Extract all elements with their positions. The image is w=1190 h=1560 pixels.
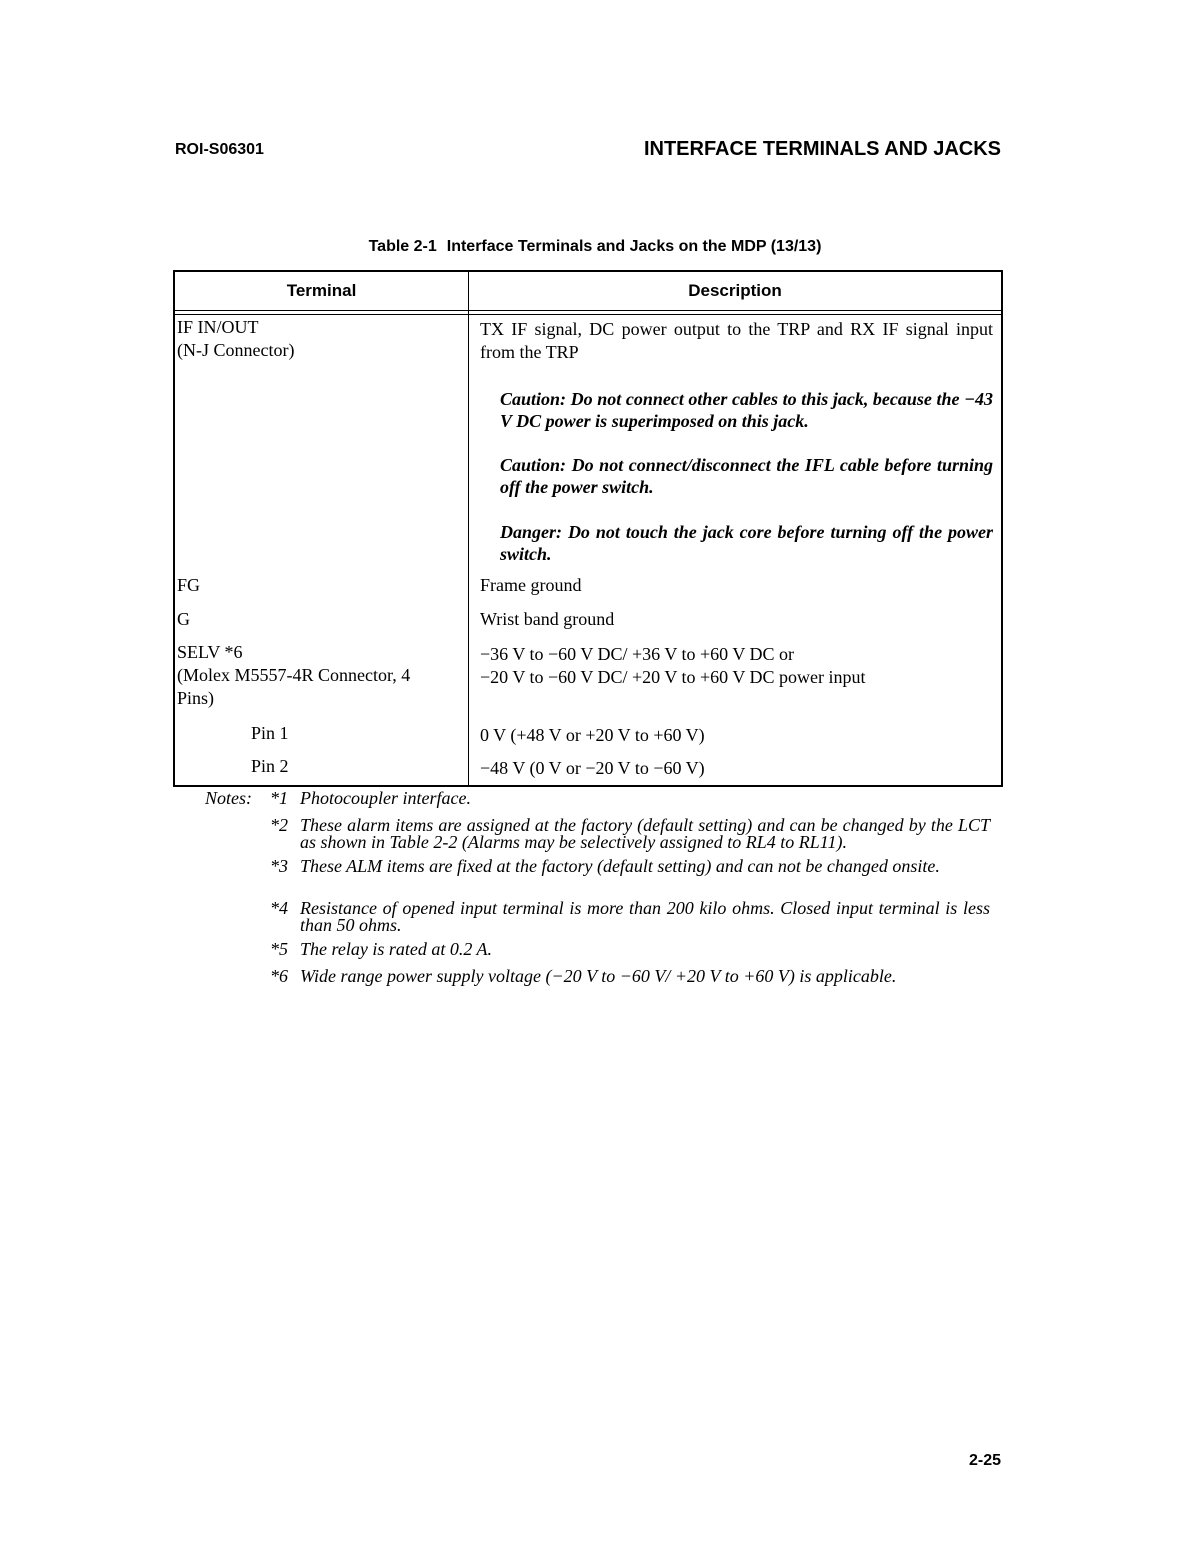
table-row-if-inout-terminal [177,316,462,362]
note-text: The relay is rated at 0.2 A. [300,939,492,959]
note-text: Wide range power supply voltage (−20 V to −60 V/ +20 V to +60 V) is applicable. [300,966,897,986]
note-text: These ALM items are fixed at the factory (default setting) and can not be changed onsite. [300,856,940,876]
header-divider [175,310,1001,315]
terminal-name: SELV *6 [177,642,243,662]
terminal-connector: (Molex M5557-4R Connector, 4 [177,665,411,685]
note-number: *6 [270,966,288,986]
caution-label: Caution: [500,455,567,475]
note-number: *1 [270,788,288,808]
table-row-g-terminal: G [177,609,190,629]
document-id: ROI-S06301 [175,141,264,158]
table-row-g-description: Wrist band ground [480,609,615,629]
terminal-connector: (N-J Connector) [177,340,295,360]
caution-text: Do not connect other cables to this jack, because the −43 V DC power is superimposed on this jack. [500,389,993,431]
column-header-terminal: Terminal [286,281,357,300]
caution-label: Caution: [500,389,567,409]
table-caption-title: Interface Terminals and Jacks on the MDP (13/13) [446,238,822,255]
page-number: 2-25 [968,1452,1001,1469]
terminal-connector-cont: Pins) [177,688,215,708]
table-caption-number: Table 2-1 [368,238,437,255]
table-row-pin2-terminal: Pin 2 [251,756,289,776]
table-row-pin1-description: 0 V (+48 V or +20 V to +60 V) [480,725,705,745]
interface-table [173,270,1003,787]
note-number: *3 [270,856,288,876]
terminal-name: IF IN/OUT [177,317,259,337]
table-row-selv-description [480,643,993,689]
note-text: These alarm items are assigned at the factory (default setting) and can be changed by the LCT as shown in Table 2-2 (Alarms may be selectively assigned to RL4 to RL11). [300,815,990,852]
table-row-fg-terminal: FG [177,575,201,595]
note-number: *5 [270,939,288,959]
table-row-fg-description: Frame ground [480,575,582,595]
table-row-pin1-terminal: Pin 1 [251,723,289,743]
description-line: −36 V to −60 V DC/ +36 V to +60 V DC or [480,644,795,664]
table-row-selv-terminal [177,641,462,710]
danger-note [500,521,993,565]
caution-text: Do not connect/disconnect the IFL cable before turning off the power switch. [500,455,993,497]
danger-label: Danger: [500,522,562,542]
caution-note-2 [500,454,993,498]
table-row-pin2-description: −48 V (0 V or −20 V to −60 V) [480,758,705,778]
note-text: Photocoupler interface. [300,788,471,808]
note-number: *2 [270,815,288,835]
column-header-description: Description [688,281,782,300]
table-row-if-inout-description: TX IF signal, DC power output to the TRP and RX IF signal input from the TRP [480,319,993,362]
column-divider [468,272,469,785]
table-caption [0,238,1190,256]
notes-label: Notes: [205,788,252,808]
note-number: *4 [270,898,288,918]
description-line: −20 V to −60 V DC/ +20 V to +60 V DC power input [480,667,866,687]
note-text: Resistance of opened input terminal is more than 200 kilo ohms. Closed input terminal is less than 50 ohms. [300,898,990,935]
section-title: INTERFACE TERMINALS AND JACKS [643,138,1001,160]
caution-note-1 [500,388,993,432]
danger-text: Do not touch the jack core before turning off the power switch. [500,522,993,564]
